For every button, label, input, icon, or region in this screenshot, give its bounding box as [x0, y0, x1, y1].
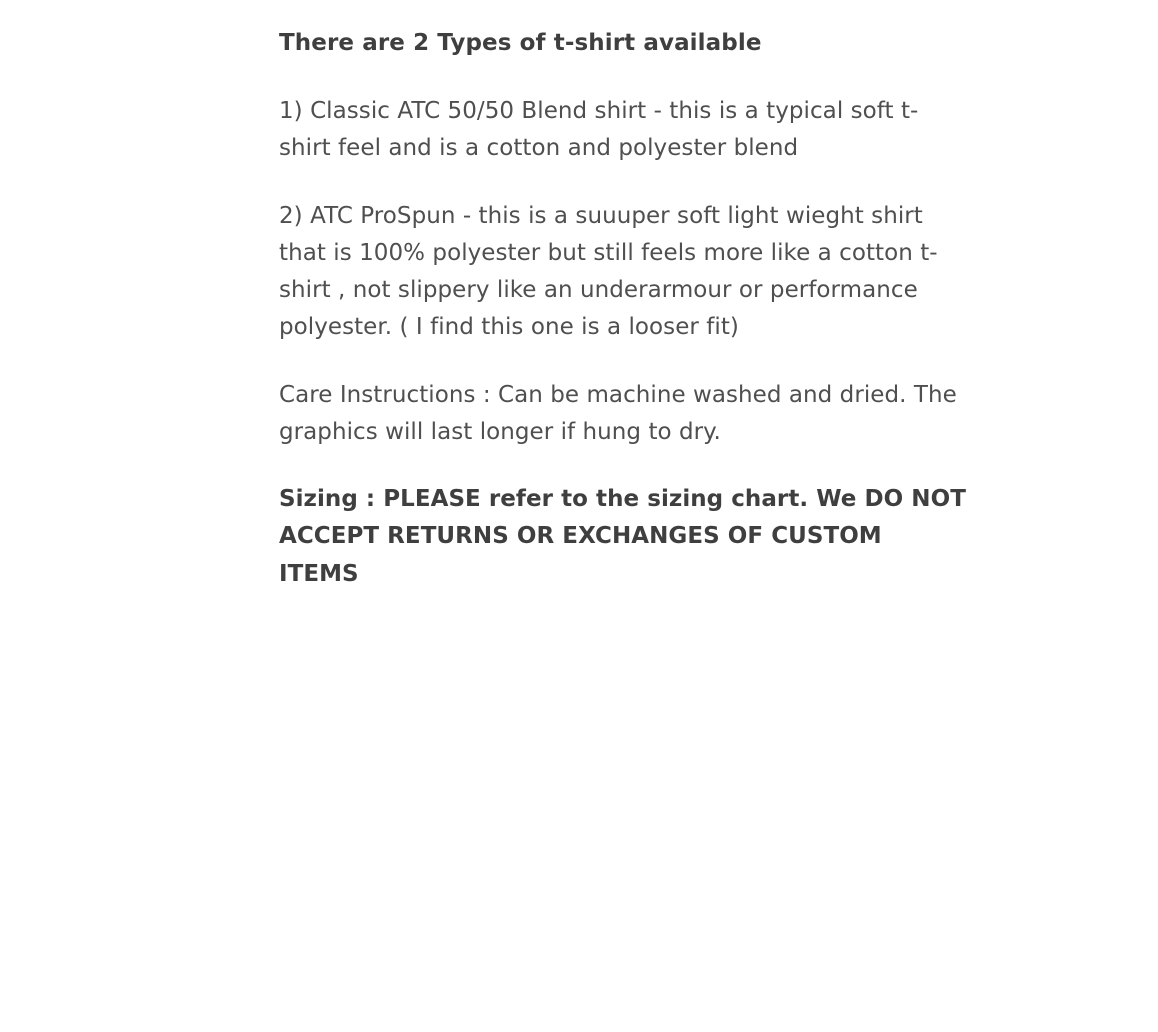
- paragraph-care-instructions: Care Instructions : Can be machine washed and dried. The graphics will last longer if hung to dry.: [279, 381, 957, 445]
- paragraph-classic-atc-blend: 1) Classic ATC 50/50 Blend shirt - this is a typical soft t-shirt feel and is a cotton and polyester blend: [279, 98, 919, 162]
- paragraph-atc-prospun: 2) ATC ProSpun - this is a suuuper soft light wieght shirt that is 100% polyester but still feels more like a cotton t-shirt , not slippery like an underarmour or performance polyester. ( I find this one is a looser fit): [279, 202, 938, 341]
- paragraph-sizing-notice: Sizing : PLEASE refer to the sizing chart. We DO NOT ACCEPT RETURNS OR EXCHANGES OF CUSTOM ITEMS: [279, 486, 966, 587]
- page-title: There are 2 Types of t-shirt available: [279, 30, 762, 56]
